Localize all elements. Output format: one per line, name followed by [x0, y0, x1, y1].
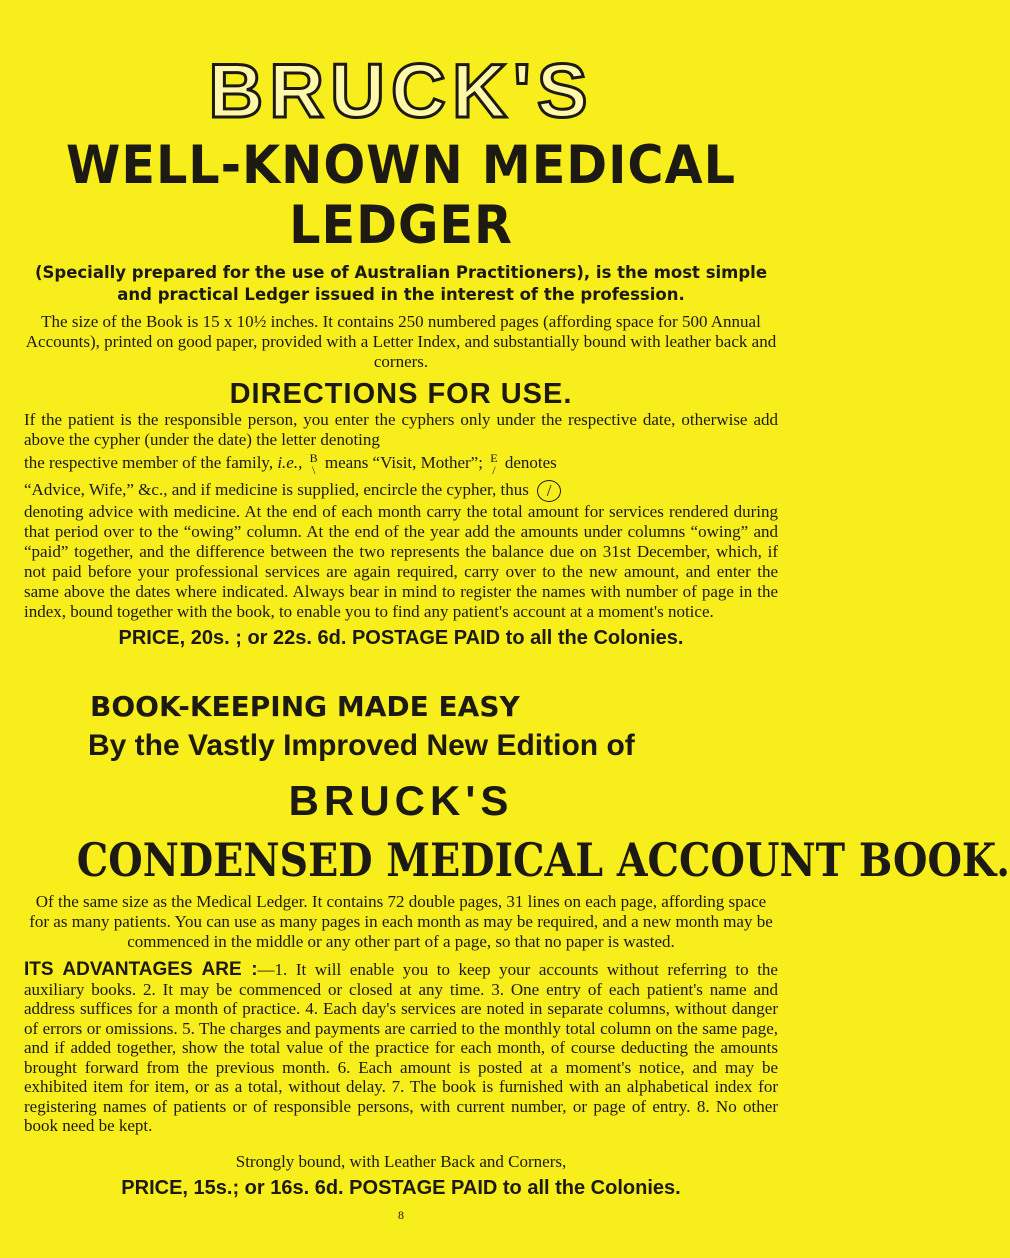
advantages-label: ITS ADVANTAGES ARE : — [24, 959, 258, 981]
account-book-description: Of the same size as the Medical Ledger. It contains 72 double pages, 31 lines on each page, affording space for as many patients. You can use as many pages in each month as may be required, and a new month may be commenced in the middle or any other part of a page, so that no paper is wasted. — [29, 892, 773, 952]
directions-line-3 — [24, 480, 778, 502]
directions-line-3-text: “Advice, Wife,” &c., and if medicine is supplied, encircle the cypher, thus — [24, 480, 529, 499]
ledger-price: PRICE, 20s. ; or 22s. 6d. POSTAGE PAID to all the Colonies. — [118, 627, 684, 650]
edition-heading: By the Vastly Improved New Edition of — [88, 729, 635, 763]
advantages-text: —1. It will enable you to keep your accounts without referring to the auxiliary books. 2. It may be commenced or closed at any time. 3. One entry of each patient's name and address suffices for a month of practice. 4. Each day's services are noted in separate columns, without danger of errors or omissions. 5. The charges and payments are carried to the monthly total column on the same page, and if added together, show the total value of the practice for each month, of course deducting the amounts brought forward from the previous month. 6. Each amount is posted at a moment's notice, and may be exhibited item for item, or as a total, without delay. 7. The book is furnished with an alphabetical index for registering names of patients or of responsible persons, with current number, or page of entry. 8. No other book need be kept. — [24, 960, 778, 1136]
cypher-mark: \ — [311, 463, 316, 477]
ledger-subtitle: (Specially prepared for the use of Australian Practitioners), is the most simple and practical Ledger issued in the interest of the profession. — [34, 263, 768, 304]
binding-note: Strongly bound, with Leather Back and Corners, — [235, 1151, 567, 1171]
cypher-letter: B — [309, 451, 318, 465]
cypher-example-visit-mother — [310, 452, 318, 476]
directions-line-2b: means “Visit, Mother”; — [324, 452, 483, 472]
ledger-title: WELL-KNOWN MEDICAL LEDGER — [66, 135, 736, 256]
directions-line-1: If the patient is the responsible person, you enter the cyphers only under the respective date, otherwise add above the cypher (under the date) the letter denoting — [24, 410, 778, 449]
advantages-paragraph — [24, 960, 778, 1136]
directions-body — [24, 410, 778, 622]
ledger-description: The size of the Book is 15 x 10½ inches. It contains 250 numbered pages (affording space for 500 Annual Accounts), printed on good paper, provided with a Letter Index, and substantially bound with leather back and corners. — [25, 312, 777, 371]
brand-heading: BRUCK'S — [208, 49, 594, 134]
cypher-letter: E — [490, 451, 498, 465]
directions-line-2a: the respective member of the family, — [24, 452, 274, 472]
brand-heading-2: BRUCK'S — [288, 777, 514, 825]
directions-line-2c: denotes — [504, 452, 557, 472]
page-number: 8 — [398, 1207, 404, 1222]
account-book-title: CONDENSED MEDICAL ACCOUNT BOOK. — [76, 833, 1010, 888]
bookkeeping-heading: BOOK-KEEPING MADE EASY — [90, 690, 520, 724]
cypher-example-advice-wife — [490, 452, 497, 476]
directions-line-2 — [24, 452, 778, 476]
circled-cypher-icon: / — [537, 480, 561, 502]
ie-text: i.e., — [277, 452, 303, 472]
directions-heading: DIRECTIONS FOR USE. — [229, 378, 573, 410]
account-book-price: PRICE, 15s.; or 16s. 6d. POSTAGE PAID to all the Colonies. — [121, 1176, 681, 1199]
directions-rest: denoting advice with medicine. At the end of each month carry the total amount for services rendered during that period over to the “owing” column. At the end of the year add the amounts under columns “owing” and “paid” together, and the difference between the two represents the balance due on 31st December, which, if not paid before your professional services are again required, carry over to the new amount, and enter the same above the dates where indicated. Always bear in mind to register the names with number of page in the index, bound together with the book, to enable you to find any patient's account at a moment's notice. — [24, 502, 778, 622]
cypher-mark: / — [492, 463, 496, 477]
